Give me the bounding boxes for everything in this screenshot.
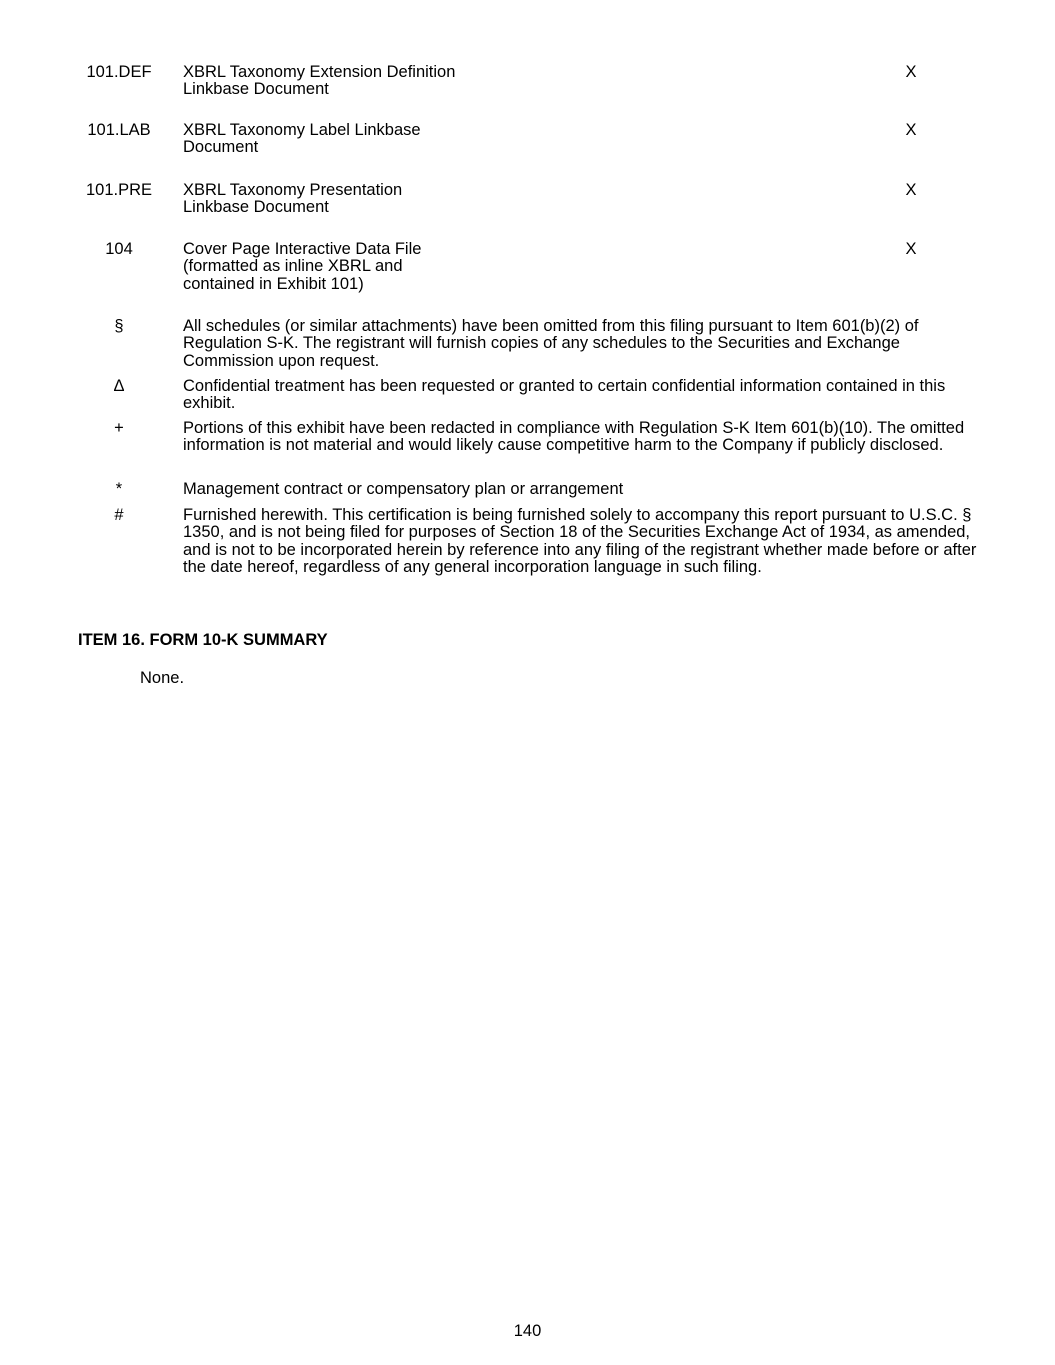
footnote-symbol: *: [115, 480, 123, 498]
footnote-symbol: Δ: [113, 377, 125, 395]
exhibit-number: 101.PRE: [85, 181, 153, 199]
footnote-symbol: #: [114, 506, 124, 524]
footnote-text: Confidential treatment has been requested or granted to certain confidential information contained in this exhibit.: [183, 377, 946, 413]
section-body: None.: [140, 669, 185, 687]
exhibit-description: XBRL Taxonomy Presentation Linkbase Document: [183, 181, 403, 217]
footnote-text: Portions of this exhibit have been redacted in compliance with Regulation S-K Item 601(b)(10). The omitted information is not material and would likely cause competitive harm to the Company if publicly disclosed.: [183, 419, 965, 455]
footnote-text: Management contract or compensatory plan or arrangement: [183, 480, 624, 498]
exhibit-filed-mark: X: [905, 181, 917, 199]
exhibit-filed-mark: X: [905, 240, 917, 258]
exhibit-description: XBRL Taxonomy Label Linkbase Document: [183, 121, 421, 157]
exhibit-number: 101.LAB: [87, 121, 151, 139]
exhibit-filed-mark: X: [905, 121, 917, 139]
exhibit-number: 101.DEF: [86, 63, 152, 81]
exhibit-description: XBRL Taxonomy Extension Definition Linkbase Document: [183, 63, 456, 99]
section-heading: ITEM 16. FORM 10-K SUMMARY: [78, 631, 328, 649]
footnote-text: Furnished herewith. This certification is being furnished solely to accompany this report pursuant to U.S.C. § 1350, and is not being filed for purposes of Section 18 of the Securities Exchange Act of 1934, as amended, and is not to be incorporated herein by reference into any filing of the registrant whether made before or after the date hereof, regardless of any general incorporation language in such filing.: [183, 506, 977, 577]
footnote-symbol: +: [114, 419, 124, 437]
page-number: 140: [513, 1322, 542, 1340]
exhibit-filed-mark: X: [905, 63, 917, 81]
exhibit-description: Cover Page Interactive Data File (formatted as inline XBRL and contained in Exhibit 101): [183, 240, 422, 293]
footnote-symbol: §: [114, 317, 124, 335]
exhibit-number: 104: [105, 240, 133, 258]
footnote-text: All schedules (or similar attachments) have been omitted from this filing pursuant to Item 601(b)(2) of Regulation S-K. The registrant will furnish copies of any schedules to the Securities and Exchange Commission upon request.: [183, 317, 919, 370]
